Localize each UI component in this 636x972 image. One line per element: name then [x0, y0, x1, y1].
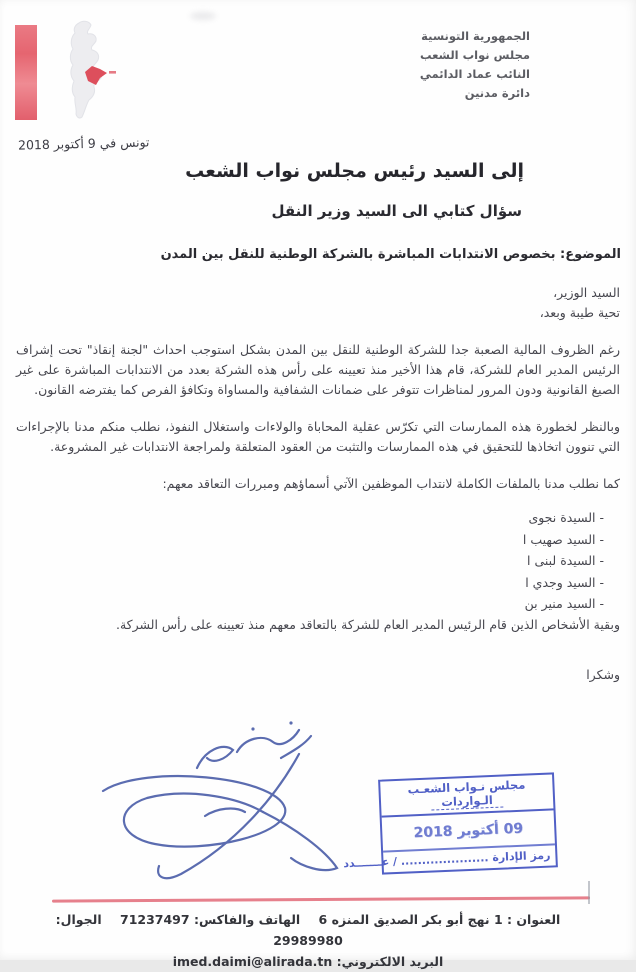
scan-artifact-line — [588, 881, 590, 904]
footer-contact — [40, 909, 576, 972]
list-item: - السيدة نجوى — [528, 510, 604, 525]
stamp-dept-line: الـواردات — [431, 793, 503, 811]
logo-red-bar — [15, 25, 37, 120]
letterhead-deputy: النائب عماد الدائمي — [419, 67, 530, 81]
footer-phone-fax: الهاتف والفاكس: 71237497 — [120, 912, 301, 927]
stamp-date: 09 أكتوبر 2018 — [382, 810, 555, 852]
stamp-org-line: مجلس نـواب الشعـب — [407, 777, 526, 797]
letter-title: إلى السيد رئيس مجلس نواب الشعب — [185, 160, 524, 182]
paragraph-1: رغم الظروف المالية الصعبة جدا للشركة الوطنية للنقل بين المدن بشكل استوجب احداث "لجنة إنقاذ" تحت إشراف الرئيس المدير العام للشركة، قام هذا الأخير منذ تعيينه على رأس هذه الشركة بعدد من الانتدابات المباشرة على غير الصيغ القانونية ودون المرور لمناظرات تتوفر على ضمانات الشفافية والمساواة وتكافؤ الفرص كما يفترضه القانون. — [16, 342, 620, 397]
footer-email: imed.daimi@alirada.tn — [172, 954, 333, 969]
closing-line: وبقية الأشخاص الذين قام الرئيس المدير العام للشركة بالتعاقد معهم منذ تعيينه على رأس الشركة. — [115, 616, 620, 632]
greeting: تحية طيبة وبعد، — [539, 305, 620, 320]
handwritten-signature — [85, 716, 355, 901]
footer-email-label: البريد الالكتروني: — [336, 954, 444, 969]
list-item: - السيد صهيب ا — [522, 531, 604, 547]
list-intro: كما نطلب مدنا بالملفات الكاملة لانتداب الموظفين الآتي أسماؤهم ومبررات التعاقد معهم: — [162, 476, 620, 491]
registry-stamp — [343, 772, 558, 874]
scan-smudge — [190, 12, 216, 20]
letterhead-assembly: مجلس نواب الشعب — [419, 48, 530, 62]
letter-body — [16, 283, 620, 685]
letterhead — [420, 27, 530, 103]
salutation: السيد الوزير، — [553, 285, 620, 300]
footer-address: العنوان : 1 نهج أبو بكر الصديق المنزه 6 — [318, 912, 561, 927]
footer-mobile: الجوال: 29989980 — [55, 912, 343, 948]
list-item: - السيد منير بن — [524, 596, 604, 611]
thanks-line: وشكرا — [586, 666, 620, 682]
list-item: - السيد وجدي ا — [525, 574, 604, 590]
letterhead-republic: الجمهورية التونسية — [421, 29, 530, 43]
footer-line-2 — [40, 951, 576, 972]
subject-line: الموضوع: بخصوص الانتدابات المباشرة بالشركة الوطنية للنقل بين المدن — [160, 247, 621, 262]
paragraph-2: وبالنظر لخطورة هذه الممارسات التي تكرّس عقلية المحاباة والولاءات واستغلال النفوذ، نطلب منكم مدنا بالإجراءات التي تنوون اتخاذها للتحقيق في هذه الممارسات والتثبت من العقود المتعلقة ولمراجعة الانتدابات غير المشروعة. — [16, 419, 620, 454]
list-item: - السيدة لبنى ا — [527, 553, 604, 568]
date-line: تونس في 9 أكتوبر 2018 — [17, 134, 150, 153]
letterhead-district: دائرة مدنين — [464, 86, 530, 100]
footer-line-1 — [40, 909, 576, 951]
tunisia-map-icon — [55, 20, 117, 120]
names-list — [16, 507, 604, 615]
letter-subtitle: سؤال كتابي الى السيد وزير النقل — [271, 202, 522, 220]
stamp-code-line: رمز الإدارة ..................... / عـــــــدد — [343, 848, 551, 871]
